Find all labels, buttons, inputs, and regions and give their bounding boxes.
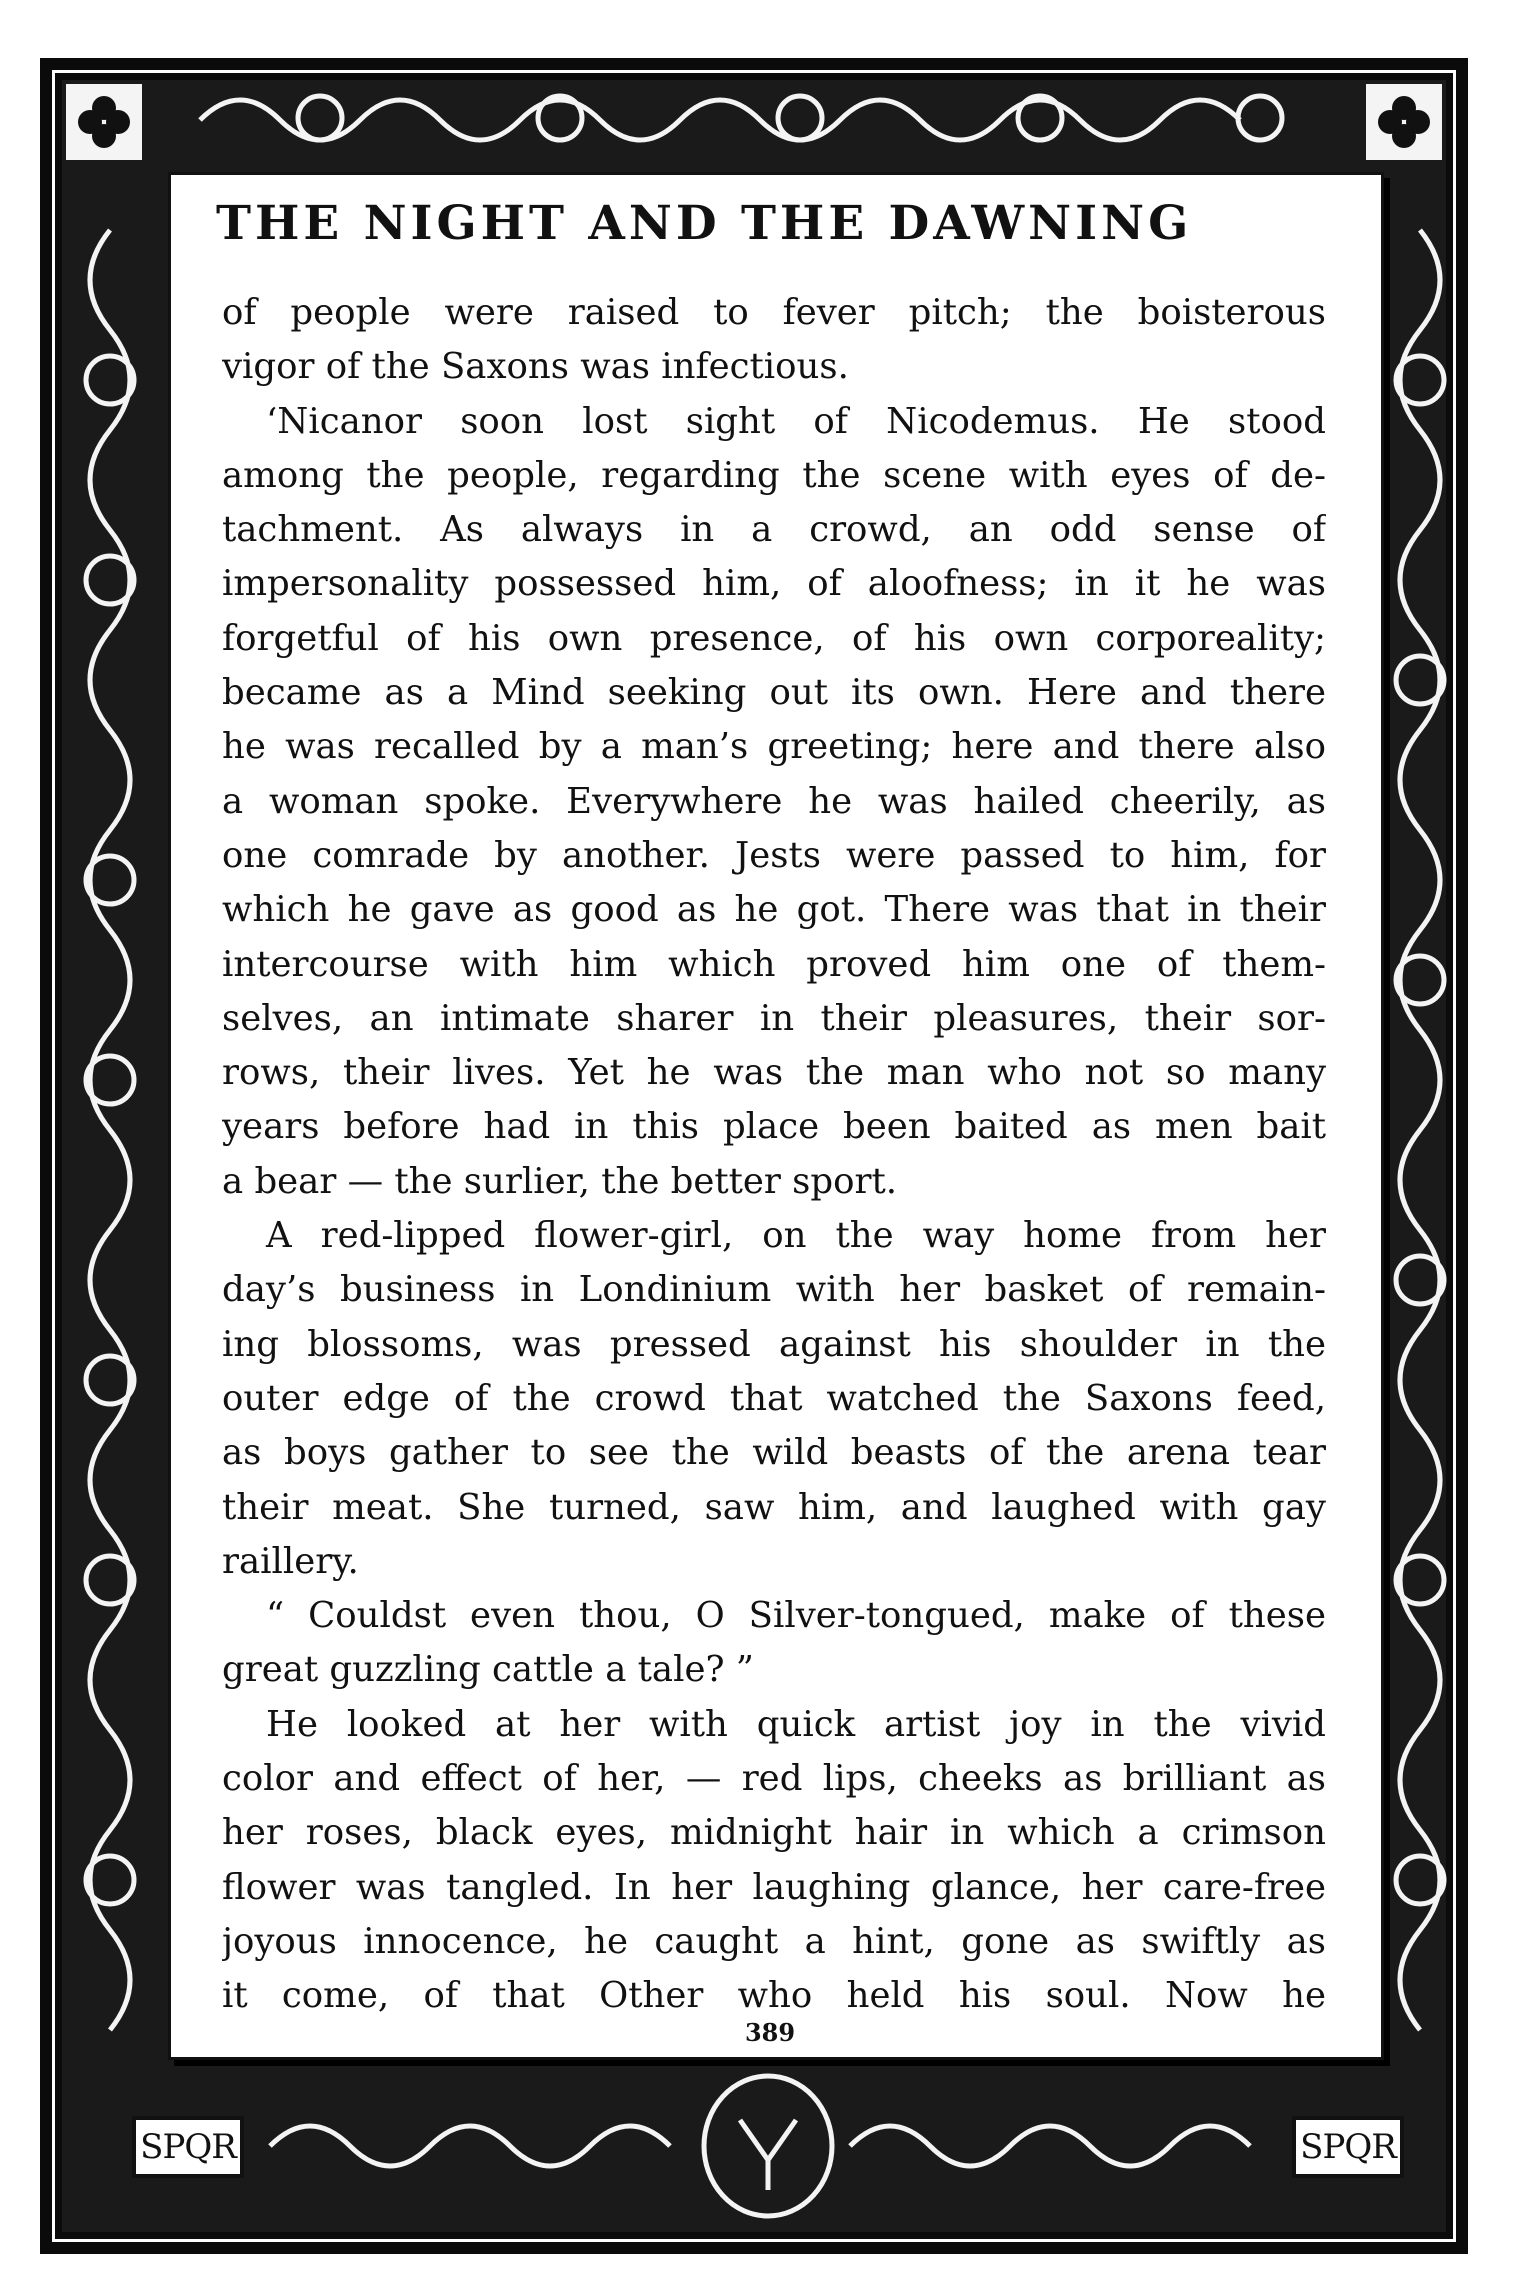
text-line: color and effect of her, — red lips, cheeks as brilliant as: [222, 1758, 1326, 1800]
text-line: joyous innocence, he caught a hint, gone as swiftly as: [222, 1920, 1326, 1962]
running-head: THE NIGHT AND THE DAWNING: [216, 196, 1193, 251]
body-text: [222, 286, 1326, 2024]
text-line: their meat. She turned, saw him, and laughed with gay: [222, 1486, 1326, 1528]
text-line: “ Couldst even thou, O Silver-tongued, make of these: [266, 1595, 1326, 1637]
text-line: ing blossoms, was pressed against his shoulder in the: [222, 1323, 1326, 1365]
text-line: He looked at her with quick artist joy in the vivid: [266, 1703, 1326, 1745]
text-line: a bear — the surlier, the better sport.: [222, 1160, 898, 1202]
text-line: ‘Nicanor soon lost sight of Nicodemus. He stood: [266, 400, 1326, 442]
text-line: rows, their lives. Yet he was the man who not so many: [222, 1052, 1326, 1094]
text-line: flower was tangled. In her laughing glance, her care-free: [222, 1866, 1326, 1908]
text-line: of people were raised to fever pitch; the boisterous: [222, 292, 1326, 333]
text-line: he was recalled by a man’s greeting; here and there also: [222, 726, 1326, 768]
text-line: selves, an intimate sharer in their pleasures, their sor-: [222, 997, 1326, 1039]
text-line: day’s business in Londinium with her basket of remain-: [222, 1269, 1326, 1311]
page-number: 389: [744, 2018, 796, 2047]
spqr-tablet-left: SPQR: [132, 2116, 244, 2178]
text-line: great guzzling cattle a tale? ”: [222, 1649, 754, 1691]
text-line: outer edge of the crowd that watched the Saxons feed,: [222, 1377, 1326, 1419]
text-line: as boys gather to see the wild beasts of the arena tear: [222, 1432, 1326, 1474]
text-line: it come, of that Other who held his soul. Now he: [222, 1975, 1326, 2017]
text-line: tachment. As always in a crowd, an odd sense of: [222, 509, 1326, 551]
text-line: vigor of the Saxons was infectious.: [222, 346, 849, 388]
text-line: A red-lipped flower-girl, on the way home from her: [266, 1215, 1326, 1257]
spqr-tablet-right: SPQR: [1292, 2116, 1404, 2178]
text-line: forgetful of his own presence, of his own corporeality;: [222, 617, 1326, 659]
text-line: intercourse with him which proved him one of them-: [222, 943, 1326, 985]
text-line: years before had in this place been baited as men bait: [222, 1106, 1326, 1148]
text-line: became as a Mind seeking out its own. Here and there: [222, 672, 1326, 714]
text-line: among the people, regarding the scene with eyes of de-: [222, 454, 1326, 496]
text-line: which he gave as good as he got. There was that in their: [222, 889, 1326, 931]
text-line: one comrade by another. Jests were passed to him, for: [222, 834, 1326, 876]
text-line: raillery.: [222, 1540, 359, 1582]
text-line: her roses, black eyes, midnight hair in which a crimson: [222, 1812, 1326, 1854]
text-line: a woman spoke. Everywhere he was hailed cheerily, as: [222, 780, 1326, 822]
text-line: impersonality possessed him, of aloofness; in it he was: [222, 563, 1326, 605]
